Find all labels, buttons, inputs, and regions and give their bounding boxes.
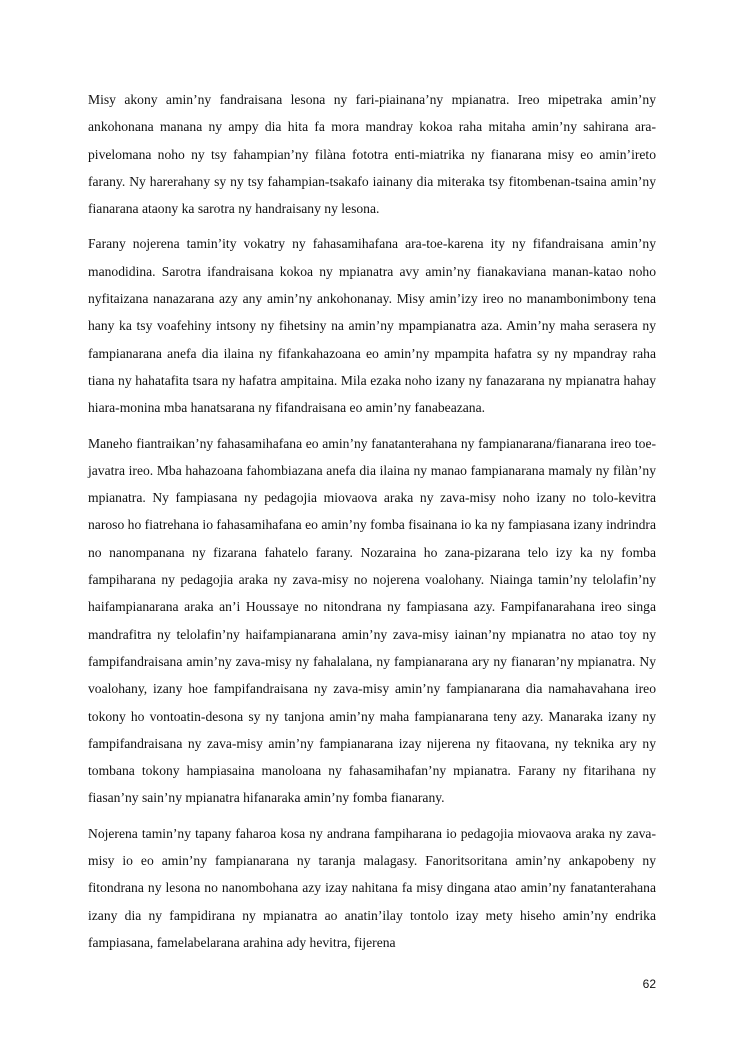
paragraph: Nojerena tamin’ny tapany faharoa kosa ny andrana fampiharana io pedagojia miovaova araka ny zava-misy io eo amin’ny fampianarana ny taranja malagasy. Fanoritsoritana amin’ny ankapobeny ny fitondrana ny lesona no nanombohana azy izay nahitana fa misy dingana atao amin’ny fanatanterahana izany dia ny fampidirana ny mpianatra ao anatin’ilay tontolo izay mety hiseho amin’ny endrika fampiasana, famelabelarana arahina ady hevitra, fijerena: [88, 825, 656, 950]
paragraph: Maneho fiantraikan’ny fahasamihafana eo amin’ny fanatanterahana ny fampianarana/fianarana ireo toe-javatra ireo. Mba hahazoana fahombiazana anefa dia ilaina ny manao fampianarana mamaly ny filàn’ny mpianatra. Ny fampiasana ny pedagojia miovaova araka ny zava-misy noho izany no tolo-kevitra naroso ho fiatrehana io fahasamihafana eo amin’ny fomba fisainana io ka ny fampiasana izany indrindra no nanompanana ny fizarana fahatelo farany. Nozaraina ho zana-pizarana telo izy ka ny fomba fampiharana ny pedagojia araka ny zava-misy no nojerena voalohany. Niainga tamin’ny telolafin’ny haifampianarana araka an’i Houssaye no nitondrana ny fampiasana azy. Fampifanarahana ireo singa mandrafitra ny telolafin’ny haifampianarana amin’ny zava-misy iainan’ny mpianatra no atao toy ny fampifandraisana amin’ny zava-misy ny fahalalana, ny fampianarana ary ny fianaran’ny mpianatra. Ny voalohany, izany hoe fampifandraisana ny zava-misy amin’ny fampianarana dia namahavahana ireo tokony ho vontoatin-desona sy ny tanjona amin’ny maha fampianarana teny azy. Manaraka izany ny fampifandraisana ny zava-misy amin’ny fampianarana izay nijerena ny fitaovana, ny teknika ary ny tombana tokony hampiasaina manoloana ny fahasamihafan’ny mpianatra. Farany ny fitarihana ny fiasan’ny sain’ny mpianatra hifanaraka amin’ny fomba fianarany.: [88, 435, 656, 806]
page-number: 62: [642, 977, 656, 991]
paragraph: Misy akony amin’ny fandraisana lesona ny fari-piainana’ny mpianatra. Ireo mipetraka amin’ny ankohonana manana ny ampy dia hita fa mora mandray kokoa raha mitaha amin’ny sahirana ara-pivelomana noho ny tsy fahampian’ny filàna fototra enti-miatrika ny fianarana misy eo amin’ireto farany. Ny harerahany sy ny tsy fahampian-tsakafo iainany dia miteraka tsy fitombenan-tsaina amin’ny fianarana ataony ka sarotra ny handraisany ny lesona.: [88, 92, 656, 217]
paragraph: Farany nojerena tamin’ity vokatry ny fahasamihafana ara-toe-karena ity ny fifandraisana amin’ny manodidina. Sarotra ifandraisana kokoa ny mpianatra avy amin’ny fianakaviana manan-katao noho nyfitaizana nanazarana azy any amin’ny ankohonanay. Misy amin’izy ireo no manambonimbony tena hany ka tsy voafehiny intsony ny fihetsiny na amin’ny mpampianatra aza. Amin’ny maha serasera ny fampianarana anefa dia ilaina ny fifankahazoana eo amin’ny mpampita hafatra sy ny mpandray raha tiana ny hahatafita tsara ny hafatra ampitaina. Mila ezaka noho izany ny fanazarana ny mpianatra hahay hiara-monina mba hanatsarana ny fifandraisana eo amin’ny fanabeazana.: [88, 236, 656, 416]
body-text: [88, 86, 656, 964]
